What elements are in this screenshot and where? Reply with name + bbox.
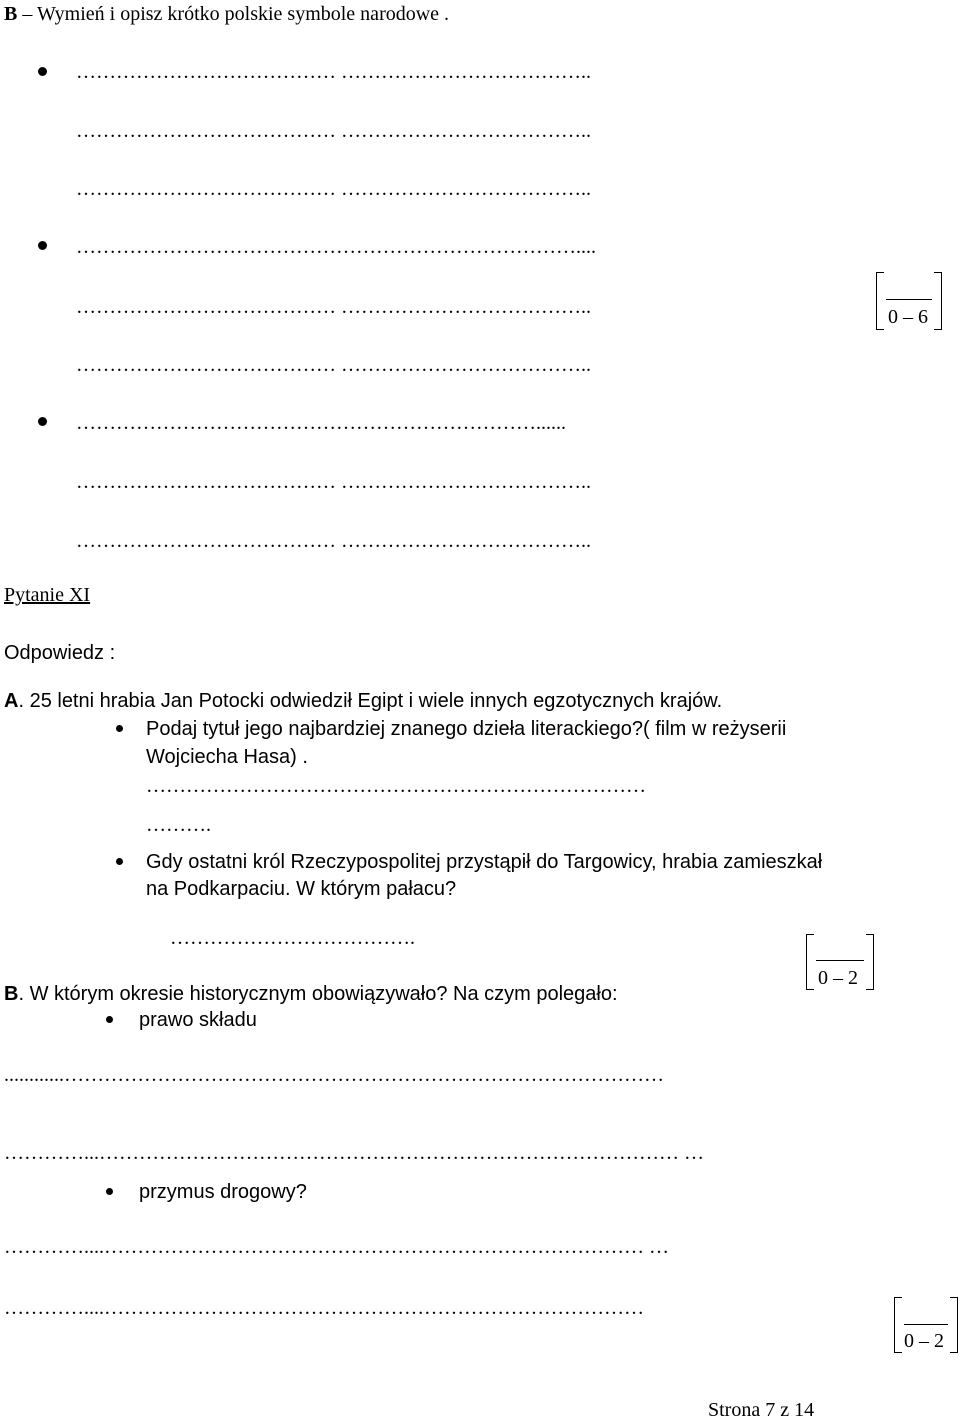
- instruction-text: Odpowiedz :: [4, 642, 116, 664]
- part-b-label: B: [4, 983, 19, 1005]
- answer-dots: …………....……………………………………………………………………… …: [4, 1236, 669, 1258]
- question-item-continued: na Podkarpaciu. W którym pałacu?: [146, 878, 457, 900]
- answer-dots: ………………………………… ………………………………..: [76, 296, 591, 318]
- part-a-intro-text: . 25 letni hrabia Jan Potocki odwiedził Egipt i wiele innych egzotycznych krajów.: [18, 690, 723, 712]
- score-value: 0 – 2: [904, 1330, 944, 1352]
- page-number: Strona 7 z 14: [708, 1399, 815, 1421]
- bullet-icon: [106, 1016, 113, 1023]
- part-a-label: A: [4, 690, 19, 712]
- answer-dots: ……………………………….: [170, 927, 415, 949]
- answer-dots: ………………………………… ………………………………..: [76, 61, 591, 83]
- bullet-icon: [116, 858, 123, 865]
- part-b-question-text: . W którym okresie historycznym obowiązywało? Na czym polegało:: [18, 983, 618, 1005]
- question-item-continued: Wojciecha Hasa) .: [146, 746, 308, 768]
- answer-dots: …………………………………………………………………....: [76, 236, 596, 258]
- question-item: przymus drogowy?: [139, 1181, 307, 1203]
- question-text: – Wymień i opisz krótko polskie symbole narodowe .: [17, 3, 450, 25]
- question-item: Gdy ostatni król Rzeczypospolitej przystąpił do Targowicy, hrabia zamieszkał: [146, 851, 823, 873]
- bullet-icon: [38, 417, 47, 426]
- bullet-icon: [38, 241, 47, 250]
- answer-dots: ………………………………… ………………………………..: [76, 471, 591, 493]
- answer-dots: ............………………………………………………………………………………: [4, 1064, 664, 1086]
- score-box: [876, 272, 942, 330]
- answer-dots: ………………………………… ………………………………..: [76, 178, 591, 200]
- bullet-icon: [116, 725, 123, 732]
- bullet-icon: [38, 67, 47, 76]
- part-b-question: [4, 982, 618, 1006]
- bullet-icon: [106, 1188, 113, 1195]
- answer-dots: …………....………………………………………………………………………: [4, 1297, 644, 1319]
- answer-dots: …………...…………………………………………………………………………… …: [4, 1142, 704, 1164]
- part-a-intro: [4, 689, 722, 713]
- score-value: 0 – 6: [888, 306, 928, 328]
- question-label: B: [4, 3, 18, 25]
- answer-dots: ……….: [146, 814, 211, 836]
- answer-dots: …………………………………………………………………: [146, 775, 646, 797]
- question-b-symbols: [4, 2, 449, 26]
- score-value: 0 – 2: [818, 967, 858, 989]
- question-item: Podaj tytuł jego najbardziej znanego dzieła literackiego?( film w reżyserii: [146, 718, 787, 740]
- score-box: [894, 1297, 958, 1353]
- score-box: [806, 934, 874, 990]
- section-title: Pytanie XI: [4, 584, 91, 606]
- question-item: prawo składu: [139, 1009, 257, 1031]
- answer-dots: ………………………………… ………………………………..: [76, 354, 591, 376]
- answer-dots: ……………………………………………………………......: [76, 412, 566, 434]
- answer-dots: ………………………………… ………………………………..: [76, 530, 591, 552]
- answer-dots: ………………………………… ………………………………..: [76, 120, 591, 142]
